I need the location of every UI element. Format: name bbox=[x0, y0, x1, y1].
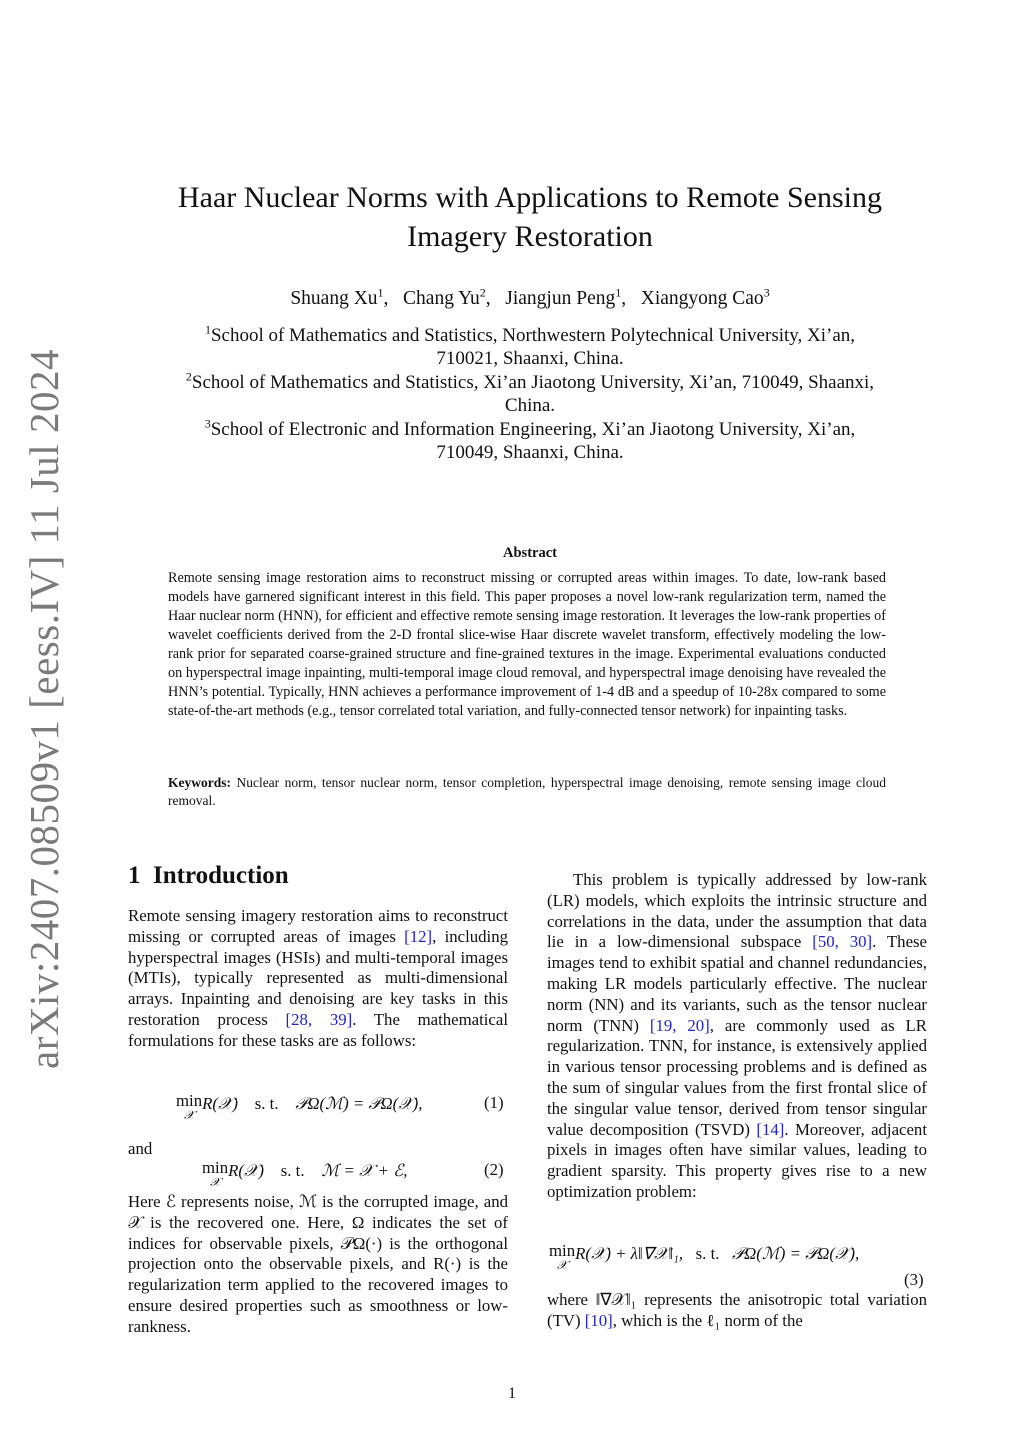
citation-link[interactable]: [12] bbox=[404, 926, 433, 946]
abstract-heading: Abstract bbox=[503, 545, 557, 561]
connector-text: and bbox=[128, 1139, 153, 1158]
equation-number: (3) bbox=[904, 1270, 924, 1289]
author: Jiangjun Peng$^1$, bbox=[505, 285, 627, 309]
citation-link[interactable]: [50, 30] bbox=[812, 932, 873, 952]
author: Chang Yu$^2$, bbox=[403, 285, 491, 309]
keywords bbox=[168, 774, 886, 810]
author-list bbox=[150, 285, 910, 310]
author: Shuang Xu$^1$, bbox=[290, 285, 389, 309]
keywords-text: Nuclear norm, tensor nuclear norm, tensor completion, hyperspectral image denoising, remote sensing image cloud removal. bbox=[168, 775, 887, 808]
citation-link[interactable]: [14] bbox=[756, 1119, 785, 1139]
citation-link[interactable]: [10] bbox=[584, 1310, 613, 1330]
paper-title bbox=[150, 178, 910, 256]
body-paragraph: This problem is typically addressed by low-rank (LR) models, which exploits the intrinsic structure and correlations in the data, under the assumption that data lie in a low-dimensional subspace [50, 30]. These images tend to exhibit spatial and channel redundancies, making LR models particularly effective. The nuclear norm (NN) and its variants, such as the tensor nuclear norm (TNN) [19, 20], are commonly used as LR regularization. TNN, for instance, is extensively applied in various tensor processing problems and is defined as the sum of singular values from the first frontal slice of the singular value tensor, derived from tensor singular value decomposition (TSVD) [14]. Moreover, adjacent pixels in images often have similar values, leading to gradient sparsity. This property gives rise to a new optimization problem: bbox=[547, 870, 927, 1201]
equation-number: (1) bbox=[484, 1093, 504, 1112]
keywords-label: Keywords: bbox=[168, 775, 231, 790]
equation-number: (2) bbox=[484, 1160, 504, 1179]
equation-2: min 𝒳 R(𝒳) s. t. ℳ = 𝒳 + ℰ, bbox=[202, 1158, 408, 1189]
page-number: 1 bbox=[508, 1385, 516, 1402]
equation-3: min 𝒳 R(𝒳) + λ‖∇𝒳‖₁, s. t. 𝒫Ω(ℳ) = 𝒫Ω(𝒳), bbox=[549, 1241, 860, 1272]
intro-paragraph: Remote sensing imagery restoration aims to reconstruct missing or corrupted areas of images [12], including hyperspectral images (HSIs) and multi-temporal images (MTIs), typically represented as multi-dimensional arrays. Inpainting and denoising are key tasks in this restoration process [28, 39]. The mathematical formulations for these tasks are as follows: bbox=[128, 906, 508, 1050]
body-paragraph: Here ℰ represents noise, ℳ is the corrupted image, and 𝒳 is the recovered one. Here, Ω indicates the set of indices for observable pixels, 𝒫Ω(·) is the orthogonal projection onto the observable pixels, and R(·) is the regularization term applied to the recovered images to ensure desired properties such as smoothness or low-rankness. bbox=[128, 1192, 508, 1336]
equation-1: min 𝒳 R(𝒳) s. t. 𝒫Ω(ℳ) = 𝒫Ω(𝒳), bbox=[176, 1091, 423, 1122]
author: Xiangyong Cao$^3$ bbox=[640, 285, 770, 309]
affiliation: $^2$School of Mathematics and Statistics, Xi’an Jiaotong University, Xi’an, 710049, Shaanxi, China. bbox=[185, 369, 875, 416]
citation-link[interactable]: [28, 39] bbox=[285, 1009, 353, 1029]
title-line-1: Haar Nuclear Norms with Applications to Remote Sensing bbox=[177, 181, 883, 214]
title-line-2: Imagery Restoration bbox=[407, 220, 653, 253]
body-paragraph: where ‖∇𝒳‖₁ represents the anisotropic total variation (TV) [10], which is the ℓ₁ norm of the bbox=[547, 1290, 927, 1330]
abstract-body: Remote sensing image restoration aims to reconstruct missing or corrupted areas within images. To date, low-rank based models have garnered significant interest in this field. This paper proposes a novel low-rank regularization term, named the Haar nuclear norm (HNN), for efficient and effective remote sensing image restoration. It leverages the low-rank properties of wavelet coefficients derived from the 2-D frontal slice-wise Haar discrete wavelet transform, effectively modeling the low-rank prior for separated coarse-grained structure and fine-grained textures in the image. Experimental evaluations conducted on hyperspectral image inpainting, multi-temporal image cloud removal, and hyperspectral image denoising have revealed the HNN’s potential. Typically, HNN achieves a performance improvement of 1-4 dB and a speedup of 10-28x compared to some state-of-the-art methods (e.g., tensor correlated total variation, and fully-connected tensor network) for inpainting tasks. bbox=[168, 570, 886, 719]
affiliation: $^1$School of Mathematics and Statistics, Northwestern Polytechnical University, Xi’an, 710021, Shaanxi, China. bbox=[204, 322, 856, 369]
arxiv-identifier-stamp: arXiv:2407.08509v1 [eess.IV] 11 Jul 2024 bbox=[21, 349, 67, 1069]
section-heading: 1 Introduction bbox=[128, 862, 289, 889]
affiliation: $^3$School of Electronic and Information Engineering, Xi’an Jiaotong University, Xi’an, 710049, Shaanxi, China. bbox=[204, 416, 856, 463]
citation-link[interactable]: [19, 20] bbox=[649, 1015, 710, 1035]
